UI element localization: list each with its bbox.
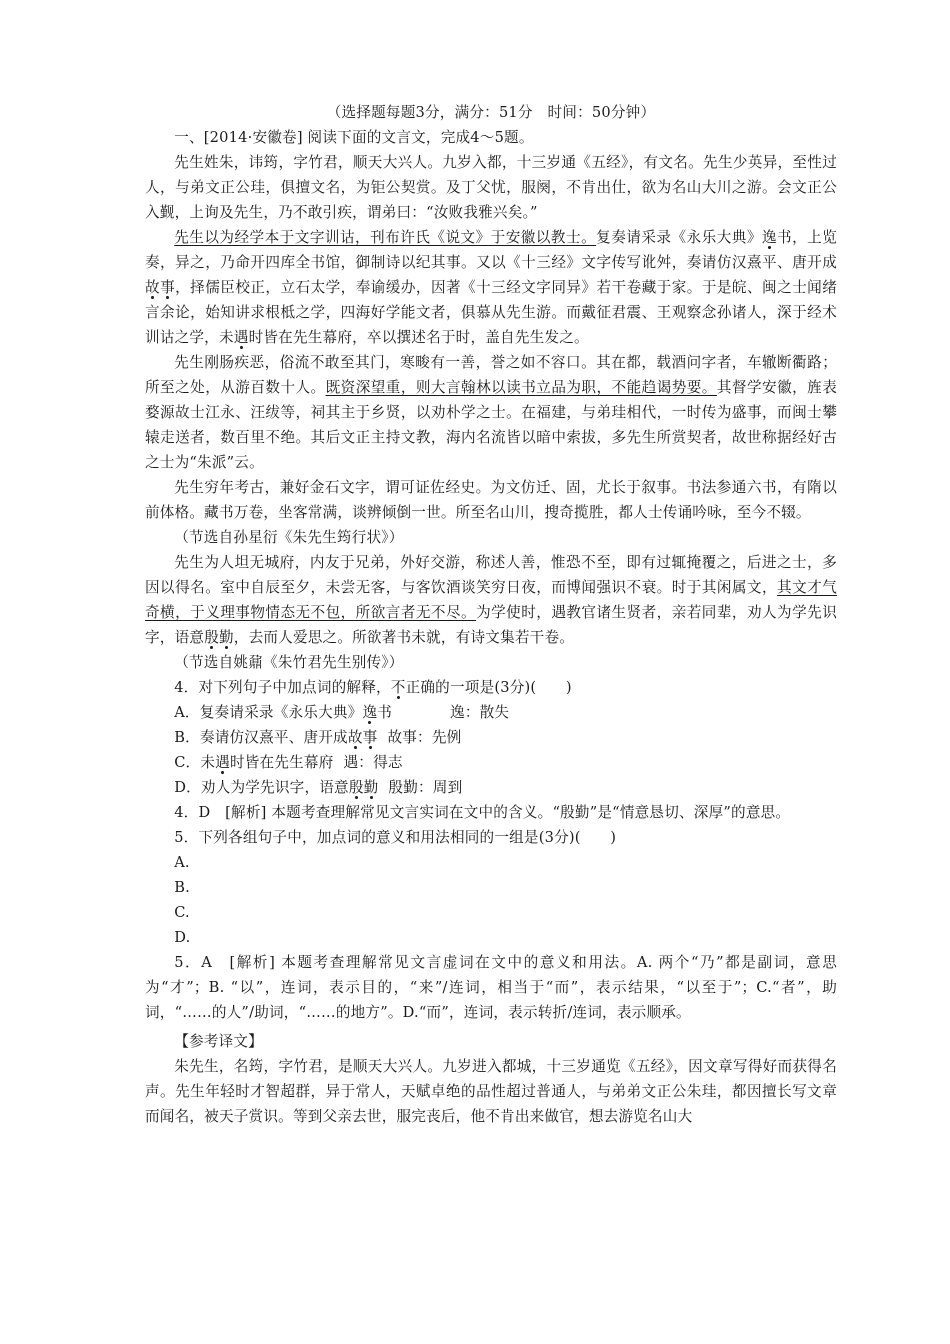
question-5-option-c: C.	[174, 904, 190, 921]
underlined-sentence-3: 其文才气奇横，于义理事物情态无不包，所欲言者无不尽。	[145, 579, 837, 621]
passage-source-2: （节选自姚鼐《朱竹君先生别传》）	[174, 654, 404, 671]
question-5-option-d: D.	[174, 929, 191, 946]
dotted-char: 不	[390, 679, 406, 696]
section-intro: 一、[2014·安徽卷] 阅读下面的文言文，完成4～5题。	[174, 129, 534, 146]
translation-heading: 【参考译文】	[174, 1033, 263, 1050]
dotted-char: 故	[145, 279, 161, 296]
dotted-char: 逸	[362, 704, 378, 721]
passage-paragraph-2: 先生以为经学本于文字训诂，刊布许氏《说文》于安徽以教士。复奏请采录《永乐大典》逸书，上览奏，异之，乃命开四库全书馆，御制诗以纪其事。又以《十三经》文字传写讹舛，奏请仿汉熹平、唐开成故事，择儒臣校正，立石太学，奉谕缓办，因著《十三经文字同异》若干卷藏于家。于是皖、闽之士闻绪言余论，始知讲求根柢之学，四海好学能文者，俱慕从先生游。而戴征君震、王观察念孙诸人，深于经术训诂之学，未遇时皆在先生幕府，卒以撰述名于时，盖自先生发之。	[145, 229, 838, 346]
question-5-answer: 5．A [解析] 本题考查理解常见文言虚词在文中的意义和用法。A. 两个“乃”都是副词，意思为“才”；B. “以”，连词，表示目的，“来”/连词，相当于“而”，表示结果，“以至于”；C.“者”，助词，“……的人”/助词，“……的地方”。D.“而”，连词，表示转折/连词，表示顺承。	[145, 954, 837, 1021]
question-5-option-b: B.	[174, 879, 190, 896]
dotted-char: 勤	[363, 779, 379, 796]
dotted-char: 故	[347, 729, 363, 746]
question-4-option-b: B．奏请仿汉熹平、唐开成故事 故事：先例	[174, 729, 462, 746]
passage-source-1: （节选自孙星衍《朱先生筠行状》）	[174, 529, 404, 546]
passage-paragraph-1: 先生姓朱，讳筠，字竹君，顺天大兴人。九岁入都，十三岁通《五经》，有文名。先生少英异，至性过人，与弟文正公珪，俱擅文名，为钜公契赏。及丁父忧，服阕，不肯出仕，欲为名山大川之游。会文正公入觐，上询及先生，乃不敢引疾，谓弟曰：“汝败我雅兴矣。”	[145, 154, 837, 221]
dotted-char: 勤	[218, 629, 234, 646]
exam-header: （选择题每题3分，满分：51分 时间：50分钟）	[326, 104, 656, 121]
dotted-char: 逸	[761, 229, 777, 246]
question-4-option-c: C．未遇时皆在先生幕府 遇：得志	[174, 754, 403, 771]
question-4-option-a: A．复奏请采录《永乐大典》逸书 逸：散失	[174, 704, 510, 721]
dotted-char: 事	[160, 279, 176, 296]
dotted-char: 遇	[233, 329, 249, 346]
dotted-char: 事	[362, 729, 378, 746]
underlined-sentence-1: 先生以为经学本于文字训诂，刊布许氏《说文》于安徽以教士。	[174, 229, 597, 246]
question-5-stem: 5．下列各组句子中，加点词的意义和用法相同的一组是(3分)( )	[174, 829, 617, 846]
question-4-option-d: D．劝人为学先识字，语意殷勤 殷勤：周到	[174, 779, 463, 796]
dotted-char: 殷	[204, 629, 219, 646]
document-page	[145, 100, 837, 1129]
question-5-option-a: A.	[174, 854, 190, 871]
underlined-sentence-2: 既资深望重，则大言翰林以读书立品为职，不能趋谒势要。	[325, 379, 717, 396]
passage-paragraph-3: 先生刚肠疾恶，俗流不敢至其门，寒畯有一善，誉之如不容口。其在都，载酒问字者，车辙断衢路；所至之处，从游百数十人。既资深望重，则大言翰林以读书立品为职，不能趋谒势要。其督学安徽，旌表婺源故士江永、汪绂等，祠其主于乡贤，以劝朴学之士。在福建，与弟珪相代，一时传为盛事，而闽士攀辕走送者，数百里不绝。其后文正主持文教，海内名流皆以暗中索拔，多先生所赏契者，故世称据经好古之士为“朱派”云。	[145, 354, 838, 471]
dotted-char: 殷	[348, 779, 364, 796]
passage-paragraph-5: 先生为人坦无城府，内友于兄弟，外好交游，称述人善，惟恐不至，即有过辄掩覆之，后进之士，多因以得名。室中自辰至夕，未尝无客，与客饮酒谈笑穷日夜，而博闻强识不衰。时于其闲属文，其文才气奇横，于义理事物情态无不包，所欲言者无不尽。为学使时，遇教官诸生贤者，亲若同辈，劝人为学先识字，语意殷勤，去而人爱思之。所欲著书未就，有诗文集若干卷。	[145, 554, 837, 646]
translation-text: 朱先生，名筠，字竹君，是顺天大兴人。九岁进入都城，十三岁通览《五经》，因文章写得好而获得名声。先生年轻时才智超群，异于常人，天赋卓绝的品性超过普通人，与弟弟文正公朱珪，都因擅长写文章而闻名，被天子赏识。等到父亲去世，服完丧后，他不肯出来做官，想去游览名山大	[145, 1058, 837, 1125]
dotted-char: 遇	[215, 754, 230, 771]
passage-paragraph-4: 先生穷年考古，兼好金石文字，谓可证佐经史。为文仿迁、固，尤长于叙事。书法参通六书，有隋以前体格。藏书万卷，坐客常满，谈辨倾倒一世。所至名山川，搜奇揽胜，都人士传诵吟咏，至今不辍。	[145, 479, 837, 521]
question-4-answer: 4．D [解析] 本题考查理解常见文言实词在文中的含义。“殷勤”是“情意恳切、深厚”的意思。	[174, 804, 791, 821]
question-4-stem: 4．对下列句子中加点词的解释，不正确的一项是(3分)( )	[174, 679, 572, 696]
